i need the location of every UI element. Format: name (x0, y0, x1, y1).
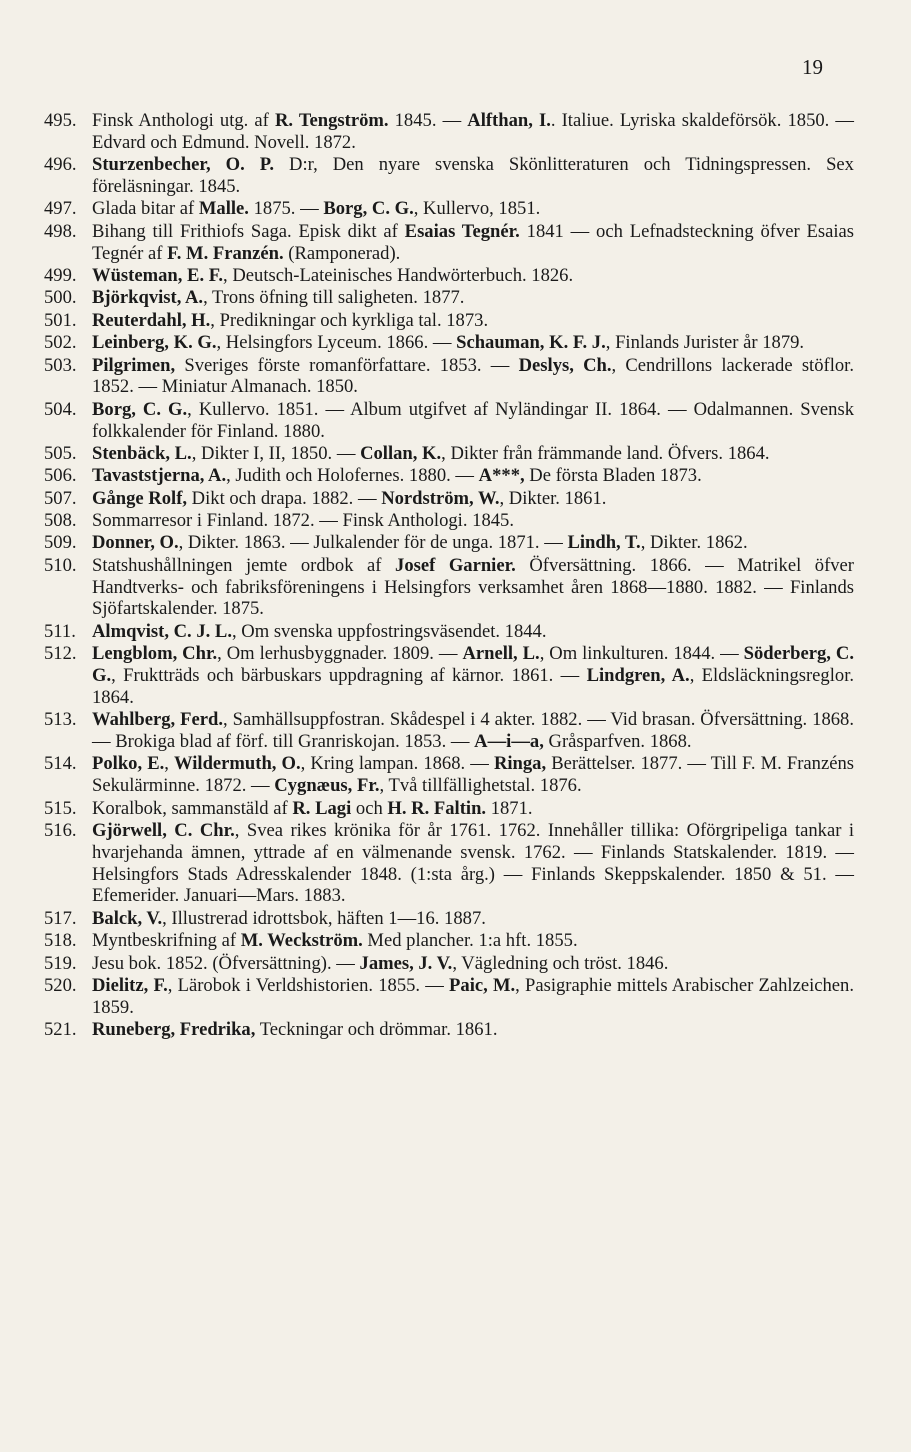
entry-number: 500. (44, 287, 77, 309)
catalog-entry (44, 355, 854, 399)
author-name: Schauman, K. F. J. (456, 332, 606, 354)
entry-number: 512. (44, 643, 77, 665)
entry-text: Sommarresor i Finland. 1872. — Finsk Anthologi. 1845. (92, 510, 514, 532)
author-name: Borg, C. G. (323, 198, 414, 220)
catalog-entry (44, 488, 854, 510)
entry-text: Björkqvist, A., Trons öfning till saligheten. 1877. (92, 287, 465, 309)
entry-text: Myntbeskrifning af M. Weckström. Med plancher. 1:a hft. 1855. (92, 930, 578, 952)
entry-text: Donner, O., Dikter. 1863. — Julkalender för de unga. 1871. — Lindh, T., Dikter. 1862. (92, 532, 748, 554)
entry-number: 498. (44, 220, 77, 242)
catalog-entry (44, 443, 854, 465)
entry-text: Wahlberg, Ferd., Samhällsuppfostran. Skådespel i 4 akter. 1882. — Vid brasan. Öfversättning. 1868. — Brokiga blad af förf. till Granriskojan. 1853. — A—i—a, Gråsparfven. 1868. (92, 709, 854, 752)
author-name: Björkqvist, A. (92, 287, 204, 309)
entry-number: 507. (44, 487, 77, 509)
author-name: Stenbäck, L. (92, 442, 192, 464)
entry-text: Balck, V., Illustrerad idrottsbok, häften 1—16. 1887. (92, 907, 486, 929)
entry-text: Stenbäck, L., Dikter I, II, 1850. — Collan, K., Dikter från främmande land. Öfvers. 1864. (92, 442, 770, 464)
author-name: Tavaststjerna, A. (92, 465, 227, 487)
author-name: Balck, V. (92, 907, 163, 929)
entry-number: 508. (44, 510, 77, 532)
entry-number: 497. (44, 198, 77, 220)
entry-number: 510. (44, 554, 77, 576)
author-name: Collan, K. (360, 442, 442, 464)
entry-number: 520. (44, 974, 77, 996)
author-name: Nordström, W. (381, 487, 500, 509)
author-name: Polko, E. (92, 753, 165, 775)
catalog-entry (44, 532, 854, 554)
entry-number: 511. (44, 620, 76, 642)
entry-number: 518. (44, 930, 77, 952)
entry-text: Jesu bok. 1852. (Öfversättning). — James, J. V., Vägledning och tröst. 1846. (92, 952, 669, 974)
author-name: R. Tengström. (274, 110, 389, 131)
author-name: R. Lagi (292, 797, 352, 819)
author-name: Josef Garnier. (395, 554, 516, 576)
catalog-entry (44, 709, 854, 753)
author-name: James, J. V. (359, 952, 453, 974)
catalog-entry (44, 265, 854, 287)
catalog-entry (44, 975, 854, 1019)
entry-text: Borg, C. G., Kullervo. 1851. — Album utgifvet af Nyländingar II. 1864. — Odalmannen. Svensk folkkalender för Finland. 1880. (92, 398, 855, 442)
author-name: Lindh, T. (567, 532, 641, 554)
catalog-entry (44, 510, 854, 532)
catalog-entry (44, 820, 854, 907)
entry-number: 499. (44, 264, 77, 286)
catalog-entry (44, 643, 854, 708)
catalog-entry (44, 621, 854, 643)
entry-text: Finsk Anthologi utg. af R. Tengström. 1845. — Alfthan, I.. Italiue. Lyriska skaldeförsök. 1850. — Edvard och Edmund. Novell. 1872. (92, 110, 855, 153)
entry-text: Dielitz, F., Lärobok i Verldshistorien. 1855. — Paic, M., Pasigraphie mittels Arabischer Zahlzeichen. 1859. (92, 974, 854, 1018)
entry-number: 514. (44, 753, 77, 775)
author-name: Dielitz, F. (92, 974, 168, 996)
entry-text: Gjörwell, C. Chr., Svea rikes krönika för år 1761. 1762. Innehåller tillika: Oförgripeliga tankar i hvarjehanda ämnen, yttrade af en välmenande svensk. 1762. — Finlands Statskalender. 1819. — Helsingfors Stads Adresskalender 1848. (1:sta årg.) — Finlands Skeppskalender. 1850 & 51. — Efemerider. Januari—Mars. 1883. (92, 819, 855, 907)
catalog-entry (44, 287, 854, 309)
author-name: Pilgrimen, (92, 354, 176, 376)
entry-number: 513. (44, 709, 77, 731)
author-name: Gjörwell, C. Chr. (92, 819, 235, 841)
author-name: Deslys, Ch. (518, 354, 612, 376)
author-name: Wahlberg, Ferd. (92, 709, 223, 731)
author-name: Runeberg, Fredrika, (92, 1019, 256, 1041)
author-name: F. M. Franzén. (167, 242, 284, 264)
entry-text: Pilgrimen, Sveriges förste romanförfattare. 1853. — Deslys, Ch., Cendrillons lackerade stöflor. 1852. — Miniatur Almanach. 1850. (92, 354, 854, 398)
author-name: Sturzenbecher, O. P. (92, 154, 275, 176)
author-name: Söderberg, C. G. (92, 643, 854, 687)
entry-text: Koralbok, sammanstäld af R. Lagi och H. R. Faltin. 1871. (92, 797, 533, 819)
author-name: Borg, C. G. (92, 398, 188, 420)
entry-number: 495. (44, 110, 77, 131)
author-name: Lindgren, A. (586, 665, 690, 687)
author-name: Leinberg, K. G. (92, 332, 217, 354)
author-name: Gånge Rolf, (92, 487, 188, 509)
catalog-entry (44, 198, 854, 220)
catalog-entry (44, 465, 854, 487)
entry-text: Leinberg, K. G., Helsingfors Lyceum. 1866. — Schauman, K. F. J., Finlands Jurister år 1879. (92, 332, 805, 354)
author-name: Paic, M. (449, 974, 516, 996)
author-name: H. R. Faltin. (387, 797, 487, 819)
page-number: 19 (802, 55, 823, 79)
catalog-entry (44, 110, 854, 154)
entry-number: 496. (44, 154, 77, 176)
entry-number: 517. (44, 907, 77, 929)
entry-number: 515. (44, 797, 77, 819)
entry-text: Statshushållningen jemte ordbok af Josef Garnier. Öfversättning. 1866. — Matrikel öfver Handtverks- och fabriksföreningens i Helsingfors verksamhet åren 1868—1880. 1882. — Finlands Sjöfartskalender. 1875. (92, 554, 855, 620)
catalog-entry (44, 154, 854, 198)
author-name: A—i—a, (474, 731, 544, 752)
catalog-entry (44, 953, 854, 975)
entry-text: Bihang till Frithiofs Saga. Episk dikt af Esaias Tegnér. 1841 — och Lefnadsteckning öfver Esaias Tegnér af F. M. Franzén. (Ramponerad). (92, 220, 854, 264)
entry-number: 506. (44, 465, 77, 487)
entry-number: 516. (44, 819, 77, 841)
entry-text: Wüsteman, E. F., Deutsch-Lateinisches Handwörterbuch. 1826. (92, 264, 574, 286)
catalog-entry (44, 555, 854, 620)
author-name: A***, (478, 465, 525, 487)
entry-text: Sturzenbecher, O. P. D:r, Den nyare svenska Skönlitteraturen och Tidningspressen. Sex föreläsningar. 1845. (92, 154, 854, 197)
entry-number: 505. (44, 442, 77, 464)
author-name: Reuterdahl, H. (92, 309, 211, 331)
author-name: Lengblom, Chr. (92, 643, 218, 665)
catalog-entry (44, 310, 854, 332)
entry-text: Reuterdahl, H., Predikningar och kyrkliga tal. 1873. (92, 309, 489, 331)
author-name: Wildermuth, O. (174, 753, 301, 775)
entry-text: Polko, E., Wildermuth, O., Kring lampan. 1868. — Ringa, Berättelser. 1877. — Till F. M. Franzéns Sekulärminne. 1872. — Cygnæus, Fr., Två tillfällighetstal. 1876. (92, 753, 854, 797)
catalog-entry (44, 908, 854, 930)
author-name: Malle. (198, 198, 249, 220)
author-name: Arnell, L. (462, 643, 540, 665)
author-name: Wüsteman, E. F. (92, 264, 224, 286)
entry-number: 519. (44, 952, 77, 974)
catalog-entry (44, 399, 854, 443)
catalog-entry (44, 1019, 854, 1041)
catalog-entry (44, 798, 854, 820)
author-name: Donner, O. (92, 532, 179, 554)
entry-number: 504. (44, 398, 77, 420)
author-name: Almqvist, C. J. L. (92, 620, 232, 642)
author-name: Alfthan, I. (467, 110, 551, 131)
entry-text: Glada bitar af Malle. 1875. — Borg, C. G., Kullervo, 1851. (92, 198, 541, 220)
entry-number: 521. (44, 1019, 77, 1041)
entry-text: Tavaststjerna, A., Judith och Holofernes. 1880. — A***, De första Bladen 1873. (92, 465, 702, 487)
catalog-entry-list (44, 110, 854, 1042)
entry-number: 509. (44, 532, 77, 554)
entry-text: Gånge Rolf, Dikt och drapa. 1882. — Nordström, W., Dikter. 1861. (92, 487, 607, 509)
entry-number: 502. (44, 332, 77, 354)
catalog-entry (44, 753, 854, 797)
entry-number: 501. (44, 309, 77, 331)
entry-text: Runeberg, Fredrika, Teckningar och drömmar. 1861. (92, 1019, 498, 1041)
entry-text: Lengblom, Chr., Om lerhusbyggnader. 1809. — Arnell, L., Om linkulturen. 1844. — Söderberg, C. G., Fruktträds och bärbuskars uppdragning af kärnor. 1861. — Lindgren, A., Eldsläckningsreglor. 1864. (92, 643, 855, 708)
entry-number: 503. (44, 354, 77, 376)
author-name: M. Weckström. (240, 930, 363, 952)
author-name: Ringa, (493, 753, 547, 775)
entry-text: Almqvist, C. J. L., Om svenska uppfostringsväsendet. 1844. (92, 620, 547, 642)
catalog-entry (44, 930, 854, 952)
author-name: Cygnæus, Fr. (274, 775, 380, 797)
catalog-entry (44, 332, 854, 354)
catalog-entry (44, 221, 854, 265)
author-name: Esaias Tegnér. (404, 220, 520, 242)
